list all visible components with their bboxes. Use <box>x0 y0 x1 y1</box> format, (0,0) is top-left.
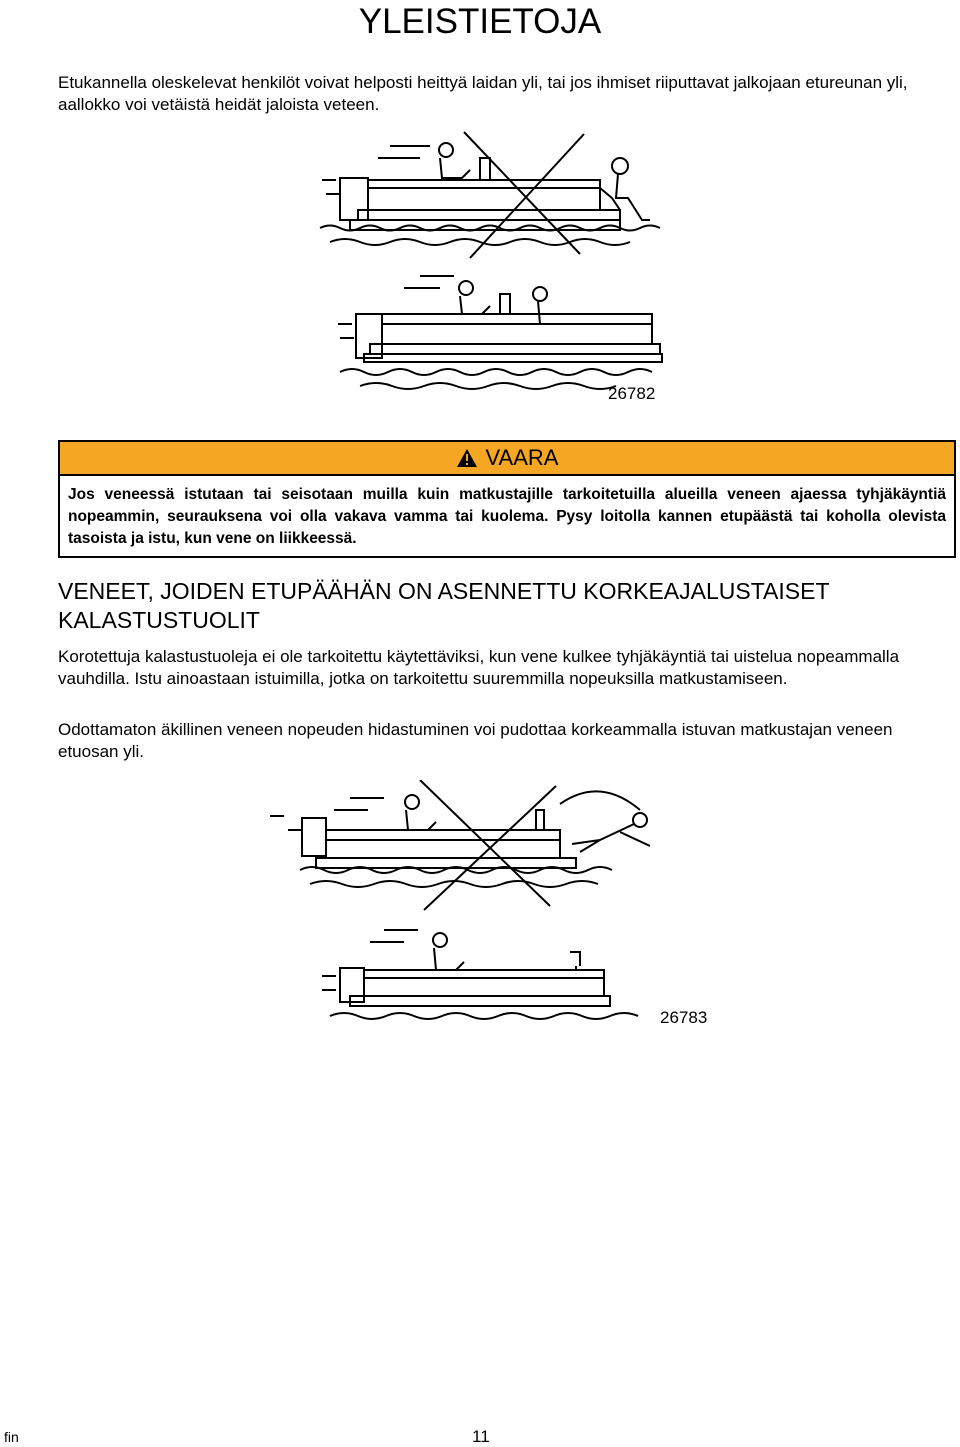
page-title: YLEISTIETOJA <box>358 2 602 41</box>
section-paragraph-2: Odottamaton äkillinen veneen nopeuden hidastuminen voi pudottaa korkeammalla istuvan matkustajan veneen etuosan yli. <box>58 720 893 761</box>
page-number: 11 <box>472 1427 490 1446</box>
warning-triangle-icon <box>456 448 478 468</box>
figure-2-number: 26783 <box>660 1008 708 1027</box>
figure-1-number: 26782 <box>608 384 656 403</box>
figure-2 <box>0 780 960 1040</box>
figure-1 <box>0 128 960 418</box>
warning-title: VAARA <box>485 445 559 470</box>
intro-paragraph: Etukannella oleskelevat henkilöt voivat helposti heittyä laidan yli, tai jos ihmiset riiputtavat jalkojaan etureunan yli, aallokko voi vetäistä heidät jaloista veteen. <box>58 73 908 114</box>
warning-box <box>58 440 956 558</box>
pontoon-illustration-2 <box>0 780 960 1040</box>
warning-text: Jos veneessä istutaan tai seisotaan muilla kuin matkustajille tarkoitetuilla alueilla veneen ajaessa tyhjäkäyntiä nopeammin, seurauksena voi olla vakava vamma tai kuolema. Pysy loitolla kannen etupäästä tai koholla olevista tasoista ja istu, kun vene on liikkeessä. <box>68 486 946 547</box>
section-heading: VENEET, JOIDEN ETUPÄÄHÄN ON ASENNETTU KORKEAJALUSTAISET KALASTUSTUOLIT <box>58 578 830 633</box>
section-paragraph-1: Korotettuja kalastustuoleja ei ole tarkoitettu käytettäviksi, kun vene kulkee tyhjäkäyntiä tai uistelua nopeammalla vauhdilla. Istu ainoastaan istuimilla, jotka on tarkoitettu suuremmilla nopeuksilla matkustamiseen. <box>58 647 900 688</box>
warning-header <box>60 442 954 476</box>
pontoon-illustration-1 <box>0 128 960 418</box>
footer-language: fin <box>4 1429 19 1445</box>
